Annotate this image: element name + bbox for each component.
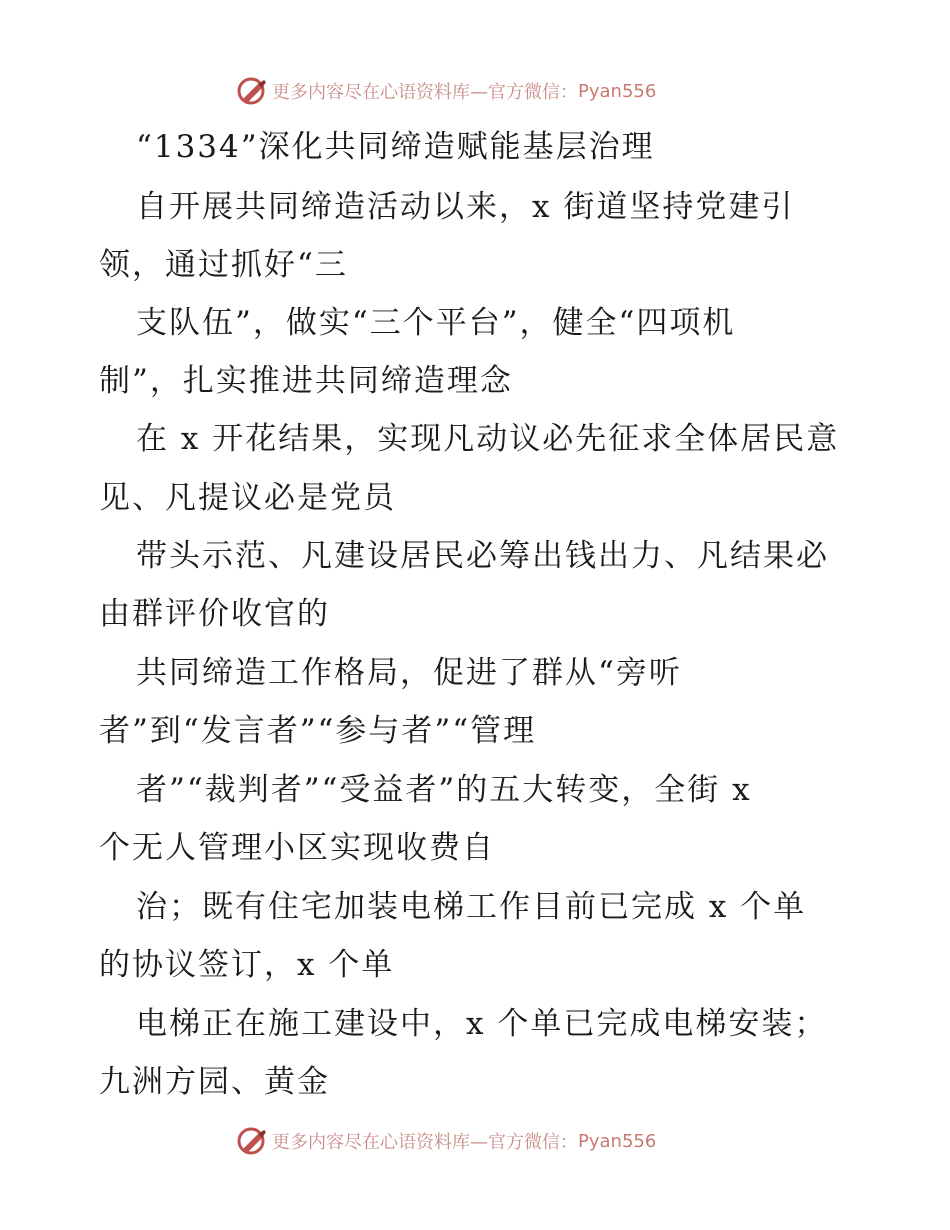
paragraph-line: 的协议签订，x 个单 (99, 947, 395, 983)
paragraph-line: 治；既有住宅加装电梯工作目前已完成 x 个单 (136, 889, 807, 925)
watermark-header (236, 76, 656, 106)
watermark-text: 更多内容尽在心语资料库—官方微信： (272, 1132, 578, 1153)
paragraph-line: 见、凡提议必是党员 (99, 480, 396, 516)
paragraph-line: 电梯正在施工建设中，x 个单已完成电梯安装； (136, 1006, 828, 1042)
paragraph-line: 者”到“发言者”“参与者”“管理 (99, 713, 537, 749)
paragraph-line: 者”“裁判者”“受益者”的五大转变，全街 x (136, 772, 752, 808)
watermark-text: 更多内容尽在心语资料库—官方微信： (272, 82, 578, 103)
paragraph-line: 带头示范、凡建设居民必筹出钱出力、凡结果必 (136, 538, 829, 574)
paragraph-line: 九洲方园、黄金 (99, 1064, 330, 1100)
pen-logo-icon (236, 76, 270, 106)
watermark-wechat-id: Pyan556 (578, 80, 657, 102)
watermark-wechat-id: Pyan556 (578, 1130, 657, 1152)
paragraph-line: 自开展共同缔造活动以来，x 街道坚持党建引 (136, 189, 795, 225)
watermark-footer (236, 1126, 656, 1156)
paragraph-line: 制”，扎实推进共同缔造理念 (99, 363, 513, 399)
paragraph-line: 个无人管理小区实现收费自 (99, 830, 495, 866)
paragraph-line: 共同缔造工作格局，促进了群从“旁听 (136, 655, 682, 691)
paragraph-line: 由群评价收官的 (99, 596, 330, 632)
paragraph-line: 在 x 开花结果，实现凡动议必先征求全体居民意 (136, 421, 840, 457)
pen-logo-icon (236, 1126, 270, 1156)
paragraph-line: 支队伍”，做实“三个平台”，健全“四项机 (136, 305, 736, 341)
document-title: “1334”深化共同缔造赋能基层治理 (136, 129, 655, 165)
paragraph-line: 领，通过抓好“三 (99, 247, 348, 283)
